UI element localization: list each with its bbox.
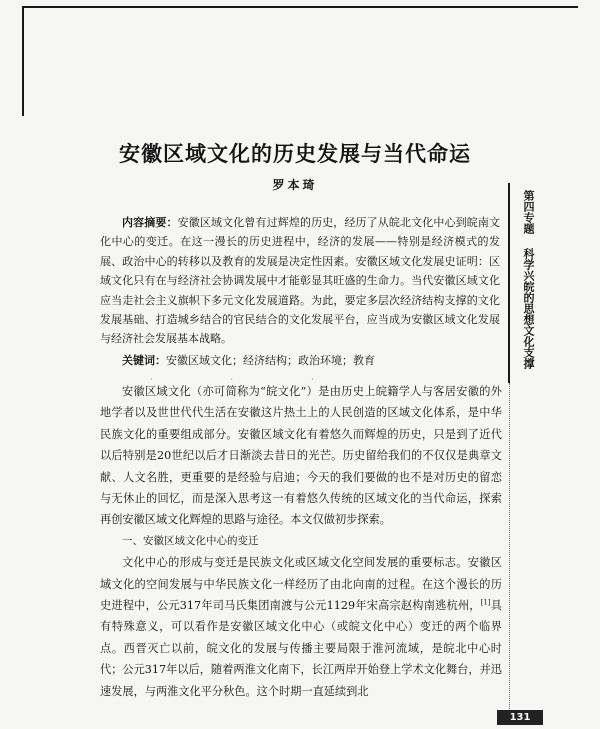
body-paragraph-2-part-a: 文化中心的形成与变迁是民族文化或区域文化空间发展的重要标志。安徽区域文化的空间发展与中华民族文化一样经历了由北向南的过程。在这个漫长的历史进程中，公元317年司马氏集团南渡与公元1129年宋高宗赵构南逃杭州， (100, 556, 502, 613)
article-title: 安徽区域文化的历史发展与当代命运 (119, 141, 471, 166)
body-paragraph-1: 安徽区域文化（亦可简称为“皖文化”）是由历史上皖籍学人与客居安徽的外地学者以及世世代代生活在安徽这片热土上的人民创造的区域文化体系，是中华民族文化的重要组成部分。安徽区域文化有着悠久而辉煌的历史，只是到了近代以后特别是20世纪以后才日渐淡去昔日的光芒。历史留给我们的不仅仅是典章文献、人文名胜，更重要的是经验与启迪；今天的我们要做的也不是对历史的留恋与无休止的回忆，而是深入思考这一有着悠久传统的区域文化的当代命运，探索再创安徽区域文化辉煌的思路与途径。本文仅做初步探索。 (100, 385, 502, 527)
abstract-block (100, 213, 500, 349)
keywords-label: 关键词： (122, 354, 166, 367)
sidebar-dotted-rule (509, 383, 510, 713)
article-author: 罗本琦 (272, 178, 318, 192)
sidebar-subject: 科学兴皖的思想文化支撑 (522, 248, 535, 369)
abstract-text: 安徽区域文化曾有过辉煌的历史，经历了从皖北文化中心到皖南文化中心的变迁。在这一漫长的历史进程中，经济的发展——特别是经济模式的发展、政治中心的转移以及教育的发展是决定性因素。安徽区域文化发展史证明：区域文化只有在与经济社会协调发展中才能彰显其旺盛的生命力。当代安徽区域文化应当走社会主义旗帜下多元文化发展道路。为此，要定多层次经济结构支撑的文化发展基础、打造城乡结合的官民结合的文化发展平台，应当成为安徽区域文化发展与经济社会发展基本战略。 (100, 216, 501, 346)
body-paragraph-2-part-b: 具有特殊意义，可以看作是安徽区域文化中心（或皖文化中心）变迁的两个临界点。西晋灭亡以前，皖文化的发展与传播主要局限于淮河流域，是皖北中心时代；公元317年以后，随着两淮文化南下，长江两岸开始登上学术文化舞台，并迅速发展，与两淮文化平分秋色。这个时期一直延续到北 (100, 599, 502, 698)
footnote-marker: [1] (480, 598, 491, 607)
separator-dots: ··· (150, 375, 392, 384)
left-border-rule (22, 6, 24, 116)
sidebar-rule (508, 183, 510, 383)
top-border-rule (22, 6, 578, 8)
abstract-label: 内容摘要： (122, 216, 178, 229)
page-number: 131 (497, 710, 543, 725)
keywords-block (122, 352, 502, 370)
sidebar-section-label (516, 190, 534, 369)
section-heading: 一、安徽区域文化中心的变迁 (122, 534, 259, 547)
article-body (100, 381, 502, 702)
body-paragraph-2 (100, 552, 502, 702)
keywords-text: 安徽区域文化；经济结构；政治环境；教育 (166, 354, 375, 367)
sidebar-topic: 第四专题 (522, 190, 535, 234)
